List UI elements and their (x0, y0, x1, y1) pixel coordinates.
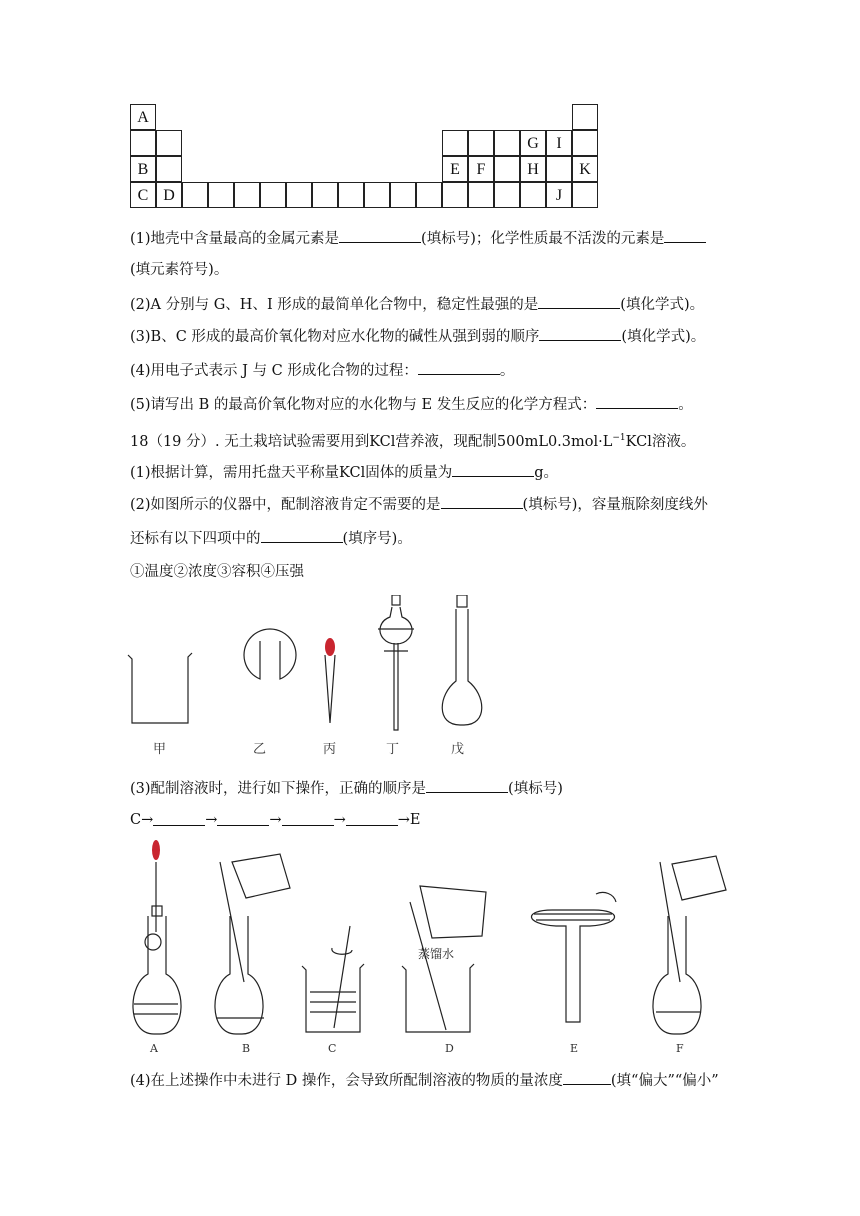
p2-options: ①温度②浓度③容积④压强 (130, 564, 304, 580)
cell (494, 130, 520, 156)
operation-label-a: A (150, 1042, 158, 1055)
cell (130, 130, 156, 156)
cell (520, 182, 546, 208)
cell-I: I (546, 130, 572, 156)
distilled-water-label: 蒸馏水 (418, 947, 455, 961)
cell (442, 182, 468, 208)
cell (364, 182, 390, 208)
cell (572, 182, 598, 208)
operation-c-illustration (302, 926, 364, 1032)
p3-text-a: (3)配制溶液时，进行如下操作，正确的顺序是 (130, 781, 427, 797)
cell (494, 156, 520, 182)
cell (234, 182, 260, 208)
p4-text-a: (4)在上述操作中未进行 D 操作，会导致所配制溶液的物质的量浓度 (130, 1073, 563, 1089)
round-flask-icon (244, 629, 296, 679)
sequence-start: C→ (130, 812, 154, 828)
question-3 (130, 326, 705, 347)
answer-blank (282, 815, 334, 826)
cell-E: E (442, 156, 468, 182)
operation-label-d: D (445, 1042, 454, 1055)
cell (572, 130, 598, 156)
q5-text-a: (5)请写出 B 的最高价氧化物对应的水化物与 E 发生反应的化学方程式： (130, 397, 597, 413)
apparatus-label-bing: 丙 (323, 742, 337, 757)
cell-H: H (520, 156, 546, 182)
operation-label-b: B (242, 1042, 251, 1055)
p2-text-d: (填序号)。 (342, 531, 412, 547)
sequence-row: C→ → → → →E (130, 812, 421, 828)
question-1 (130, 228, 706, 249)
answer-blank (346, 815, 398, 826)
answer-blank (418, 360, 500, 375)
q3-text-a: (3)B、C 形成的最高价氧化物对应水化物的碱性从强到弱的顺序 (130, 329, 540, 345)
cell-G: G (520, 130, 546, 156)
cell (442, 130, 468, 156)
operation-b-illustration (215, 854, 290, 1034)
question-4 (130, 360, 514, 381)
apparatus-figure (120, 595, 500, 735)
cell (208, 182, 234, 208)
q4-text-b: 。 (499, 363, 515, 379)
cell-C: C (130, 182, 156, 208)
operation-label-f: F (676, 1042, 684, 1055)
answer-blank (452, 462, 534, 477)
beaker-icon (128, 653, 192, 723)
cell-D: D (156, 182, 182, 208)
cell (338, 182, 364, 208)
cell (156, 156, 182, 182)
p2-text-a: (2)如图所示的仪器中，配制溶液肯定不需要的是 (130, 497, 441, 513)
answer-blank (153, 815, 205, 826)
dropper-icon (325, 655, 335, 723)
q18-tail: KCl溶液。 (625, 433, 696, 450)
operation-f-illustration (653, 856, 726, 1034)
p2-text-b: (填标号)，容量瓶除刻度线外 (522, 497, 708, 513)
operations-figure (120, 832, 740, 1042)
question-18 (130, 428, 695, 452)
q1-text-a: (1)地壳中含量最高的金属元素是 (130, 231, 340, 247)
part-4 (130, 1070, 719, 1091)
q3-text-b: (填化学式)。 (621, 329, 706, 345)
answer-blank (441, 494, 523, 509)
cell-J: J (546, 182, 572, 208)
cell (156, 130, 182, 156)
q4-text-a: (4)用电子式表示 J 与 C 形成化合物的过程： (130, 363, 418, 379)
answer-blank (261, 528, 343, 543)
q18-superscript: −1 (612, 433, 626, 443)
answer-blank (563, 1070, 611, 1085)
q2-text-a: (2)A 分别与 G、H、I 形成的最简单化合物中，稳定性最强的是 (130, 297, 539, 313)
q1-text-c: (填元素符号)。 (130, 262, 229, 278)
dropper-bulb (325, 638, 335, 656)
cell (312, 182, 338, 208)
cell-K: K (572, 156, 598, 182)
p2-text-c: 还标有以下四项中的 (130, 531, 261, 547)
answer-blank (539, 326, 621, 341)
volumetric-flask-icon (442, 595, 482, 725)
answer-blank (426, 778, 508, 793)
apparatus-label-jia: 甲 (153, 742, 167, 757)
p1-text-a: (1)根据计算，需用托盘天平称量KCl固体的质量为 (130, 465, 453, 481)
answer-blank (339, 228, 421, 243)
separatory-funnel-icon (378, 595, 414, 730)
cell (390, 182, 416, 208)
apparatus-label-ding: 丁 (386, 742, 400, 757)
q18-text: 18（19 分）. 无土栽培试验需要用到KCl营养液，现配制500mL0.3mol·L (130, 433, 613, 450)
part-3 (130, 778, 563, 799)
cell-F: F (468, 156, 494, 182)
operation-e-illustration (531, 892, 616, 1022)
question-5 (130, 394, 693, 415)
p3-text-b: (填标号) (508, 781, 563, 797)
p1-text-b: g。 (534, 465, 559, 481)
answer-blank (596, 394, 678, 409)
cell-B: B (130, 156, 156, 182)
q1-text-b: (填标号)；化学性质最不活泼的元素是 (421, 231, 665, 247)
cell (260, 182, 286, 208)
dropper-bulb (152, 840, 160, 860)
operation-a-illustration (133, 862, 181, 1034)
cell (182, 182, 208, 208)
operation-label-c: C (328, 1042, 337, 1055)
cell (572, 104, 598, 130)
part-2-options (130, 562, 304, 582)
question-1-cont (130, 260, 228, 280)
part-2-cont (130, 528, 412, 549)
cell-A: A (130, 104, 156, 130)
operation-label-e: E (570, 1042, 579, 1055)
question-2 (130, 294, 704, 315)
p4-text-b: (填“偏大”“偏小” (610, 1073, 719, 1089)
apparatus-label-wu: 戊 (451, 742, 465, 757)
cell (416, 182, 442, 208)
cell (468, 182, 494, 208)
q2-text-b: (填化学式)。 (620, 297, 705, 313)
apparatus-label-yi: 乙 (253, 742, 267, 757)
part-1 (130, 462, 558, 483)
answer-blank (217, 815, 269, 826)
q5-text-b: 。 (678, 397, 693, 413)
answer-blank (538, 294, 620, 309)
cell (546, 156, 572, 182)
part-2 (130, 494, 708, 515)
cell (286, 182, 312, 208)
cell (468, 130, 494, 156)
answer-blank (664, 228, 706, 243)
cell (494, 182, 520, 208)
sequence-end: E (409, 812, 421, 828)
